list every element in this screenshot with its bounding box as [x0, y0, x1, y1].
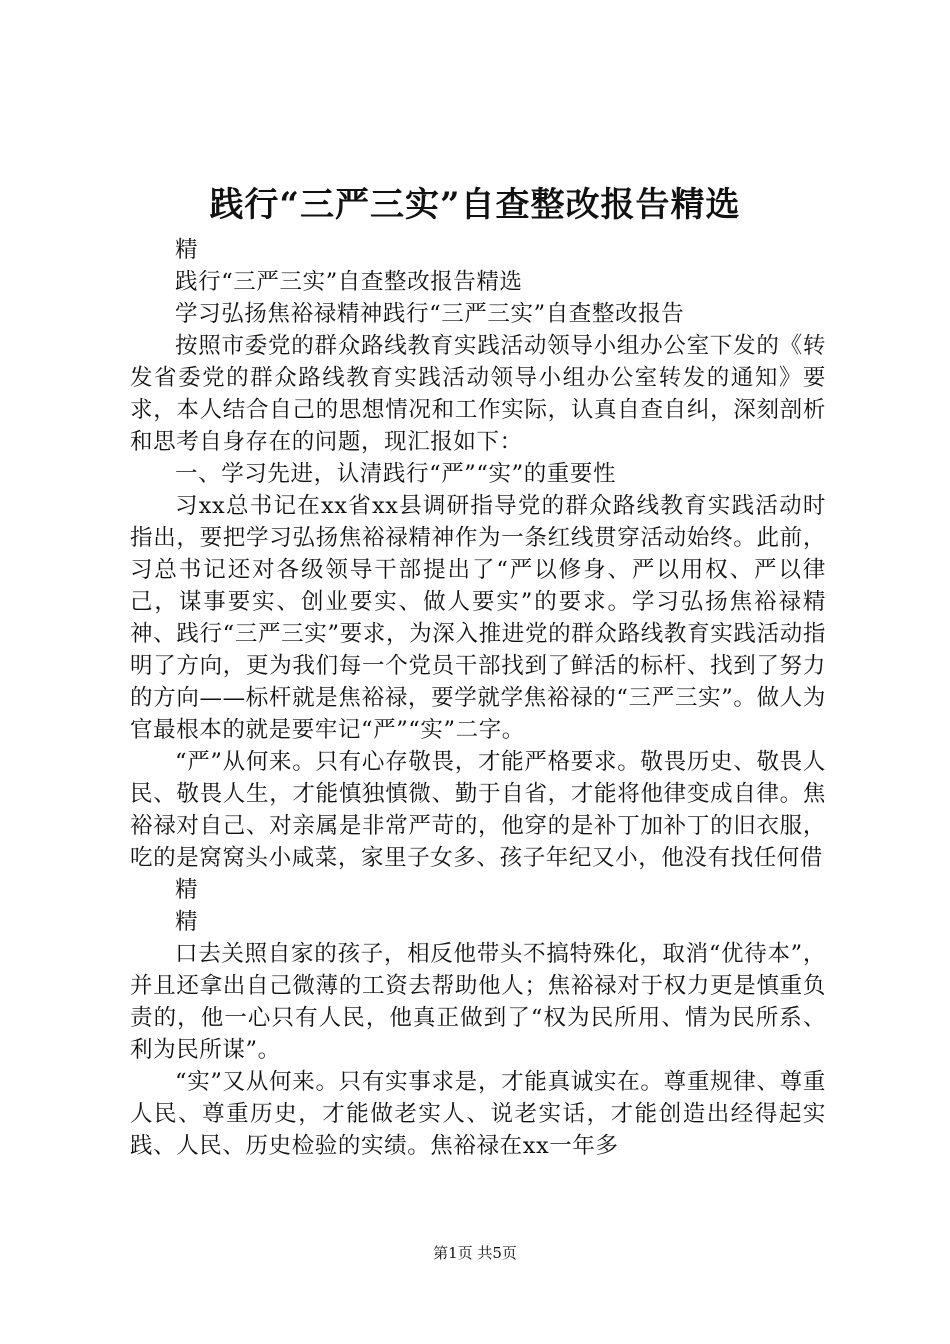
paragraph: 口去关照自家的孩子，相反他带头不搞特殊化，取消“优待本”，并且还拿出自己微薄的工资去帮助他人；焦裕禄对于权力更是慎重负责的，他一心只有人民，他真正做到了“权为民所用、情为民所系、利为民所谋”。	[130, 941, 826, 1063]
paragraph: 践行“三严三实”自查整改报告精选	[175, 269, 523, 295]
page-number-footer: 第1页 共5页	[433, 1244, 517, 1262]
paragraph: 精	[175, 877, 199, 903]
paragraph: 习xx总书记在xx省xx县调研指导党的群众路线教育实践活动时指出，要把学习弘扬焦裕禄精神作为一条红线贯穿活动始终。此前，习总书记还对各级领导干部提出了“严以修身、严以用权、严以律己，谋事要实、创业要实、做人要实”的要求。学习弘扬焦裕禄精神、践行“三严三实”要求，为深入推进党的群众路线教育实践活动指明了方向，更为我们每一个党员干部找到了鲜活的标杆、找到了努力的方向——标杆就是焦裕禄，要学就学焦裕禄的“三严三实”。做人为官最根本的就是要牢记“严”“实”二字。	[130, 493, 826, 743]
section-heading: 一、学习先进，认清践行“严”“实”的重要性	[175, 461, 617, 487]
document-body	[130, 234, 826, 1162]
paragraph: “实”又从何来。只有实事求是，才能真诚实在。尊重规律、尊重人民、尊重历史，才能做老实人、说老实话，才能创造出经得起实践、人民、历史检验的实绩。焦裕禄在xx一年多	[130, 1069, 826, 1159]
document-title: 践行“三严三实”自查整改报告精选	[209, 185, 741, 225]
paragraph: 精	[175, 909, 199, 935]
paragraph: 精	[175, 237, 199, 263]
paragraph: “严”从何来。只有心存敬畏，才能严格要求。敬畏历史、敬畏人民、敬畏人生，才能慎独慎微、勤于自省，才能将他律变成自律。焦裕禄对自己、对亲属是非常严苛的，他穿的是补丁加补丁的旧衣服，吃的是窝窝头小咸菜，家里子女多、孩子年纪又小，他没有找任何借	[130, 749, 826, 871]
paragraph: 按照市委党的群众路线教育实践活动领导小组办公室下发的《转发省委党的群众路线教育实践活动领导小组办公室转发的通知》要求，本人结合自己的思想情况和工作实际，认真自查自纠，深刻剖析和思考自身存在的问题，现汇报如下：	[130, 333, 826, 455]
paragraph: 学习弘扬焦裕禄精神践行“三严三实”自查整改报告	[175, 301, 685, 327]
